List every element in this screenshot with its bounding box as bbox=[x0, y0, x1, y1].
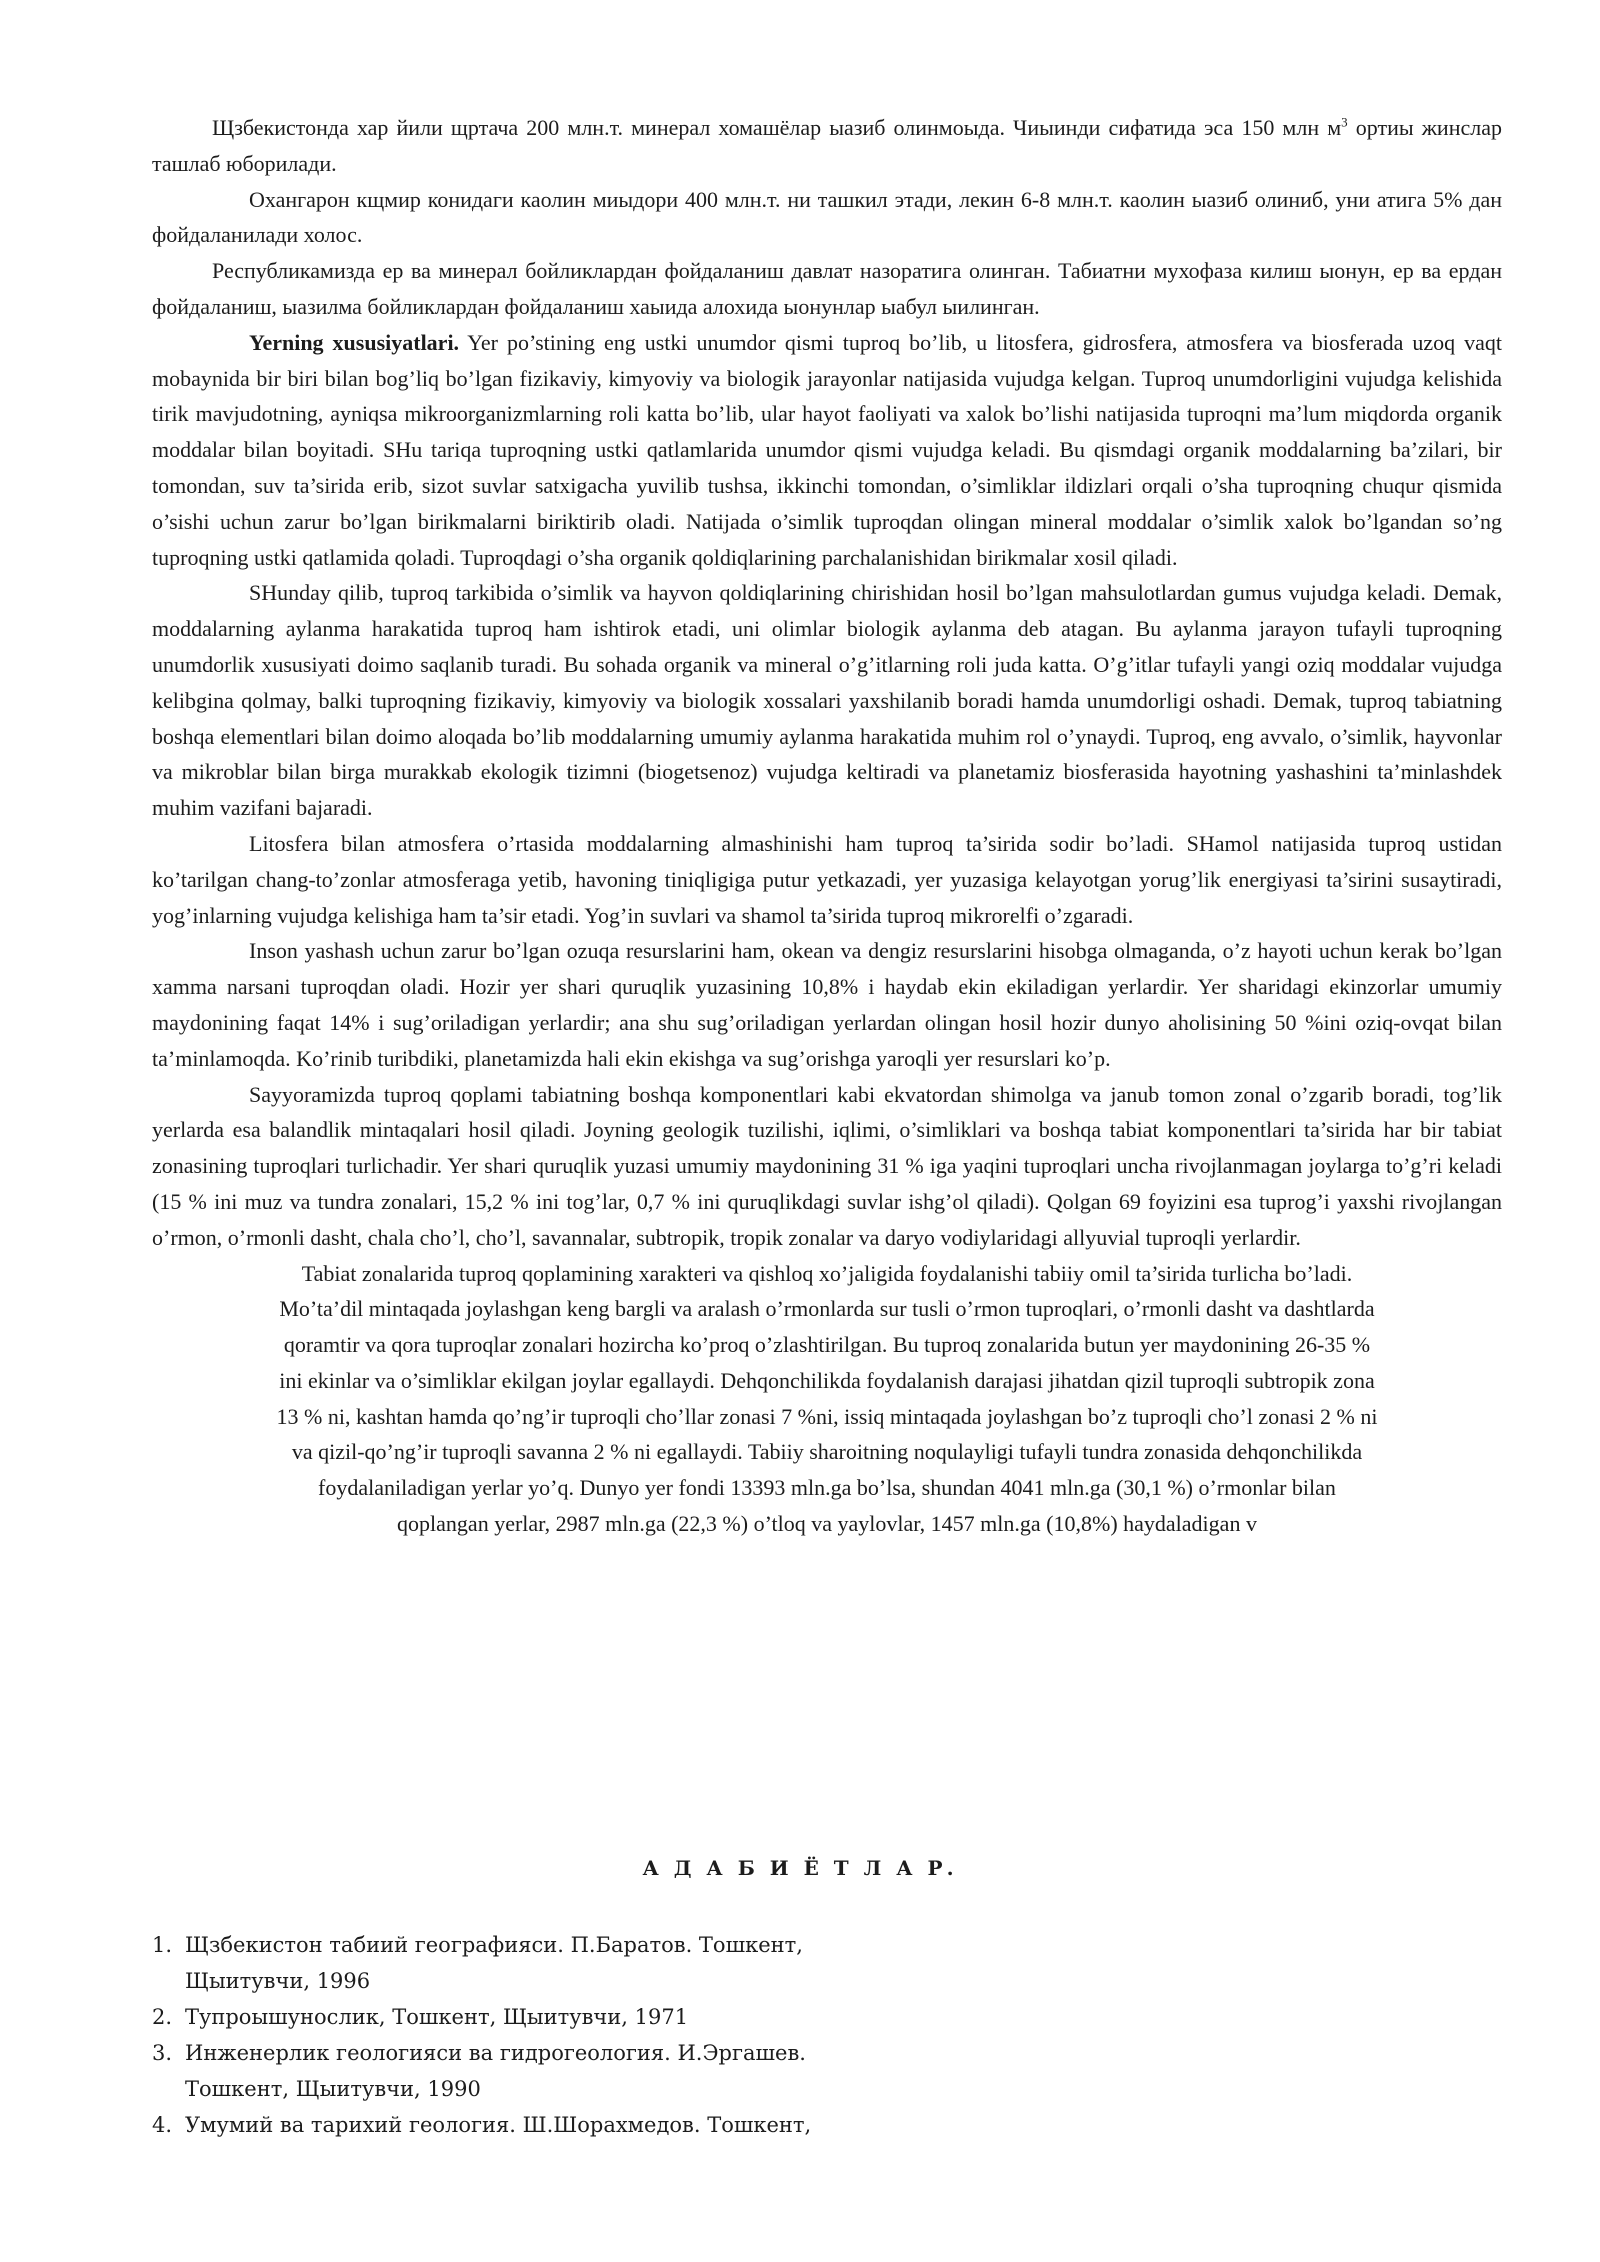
reference-number: 4. bbox=[152, 2113, 173, 2137]
reference-item bbox=[152, 1999, 1052, 2035]
reference-number: 1. bbox=[152, 1933, 173, 1957]
paragraph-9 bbox=[152, 1256, 1502, 1542]
reference-item bbox=[152, 2107, 1052, 2143]
paragraph-9-line: ini ekinlar va o’simliklar ekilgan joylar egallaydi. Dehqonchilikda foydalanish darajasi jihatdan qizil tuproqli subtropik zona bbox=[279, 1367, 1375, 1393]
reference-number: 2. bbox=[152, 2005, 173, 2029]
paragraph-9-line: 13 % ni, kashtan hamda qo’ng’ir tuproqli cho’llar zonasi 7 %ni, issiq mintaqada joylashgan bo’z tuproqli cho’l zonasi 2 % ni bbox=[276, 1403, 1378, 1429]
paragraph-8: Sayyoramizda tuproq qoplami tabiatning boshqa komponentlari kabi ekvatordan shimolga va janub tomon zonal o’zgarib boradi, tog’lik yerlarda esa balandlik mintaqalari hosil qiladi. Joyning geologik tuzilishi, iqlimi, o’simliklari va boshqa tabiat komponentlari ta’sirida har bir tabiat zonasining tuproqlari turlichadir. Yer shari quruqlik yuzasi umumiy maydonining 31 % iga yaqini tuproqlari uncha rivojlanmagan joylarga to’g’ri keladi (15 % ini muz va tundra zonalari, 15,2 % ini tog’lar, 0,7 % ini quruqlikdagi suvlar ishg’ol qiladi). Qolgan 69 foyizini esa tuprog’i yaxshi rivojlangan o’rmon, o’rmonli dasht, chala cho’l, cho’l, savannalar, subtropik, tropik zonalar va daryo vodiylaridagi allyuvial tuproqli yerlardir. bbox=[152, 1081, 1502, 1250]
paragraph-5: SHunday qilib, tuproq tarkibida o’simlik va hayvon qoldiqlarining chirishidan hosil bo’lgan mahsulotlardan gumus vujudga keladi. Demak, moddalarning aylanma harakatida tuproq ham ishtirok etadi, uni olimlar biologik aylanma deb atagan. Bu aylanma jarayon tufayli tuproqning unumdorlik xususiyati doimo saqlanib turadi. Bu sohada organik va mineral o’g’itlarning roli juda katta. O’g’itlar tufayli yangi oziq moddalar vujudga kelibgina qolmay, balki tuproqning fizikaviy, kimyoviy va biologik xossalari yaxshilanib boradi hamda unumdorligi oshadi. Demak, tuproq tabiatning boshqa elementlari bilan doimo aloqada bo’lib moddalarning umumiy aylanma harakatida muhim rol o’ynaydi. Tuproq, eng avvalo, o’simlik, hayvonlar va mikroblar bilan birga murakkab ekologik tizimni (biogetsenoz) vujudga keltiradi va planetamiz biosferasida hayotning yashashini ta’minlashdek muhim vazifani bajaradi. bbox=[152, 580, 1502, 821]
paragraph-9-line: qoramtir va qora tuproqlar zonalari hozircha ko’proq o’zlashtirilgan. Bu tuproq zonalarida butun yer maydonining 26-35 % bbox=[283, 1332, 1371, 1358]
reference-line: Щыитувчи, 1996 bbox=[185, 1969, 371, 1993]
reference-line: Тупроышунослик, Тошкент, Щыитувчи, 1971 bbox=[185, 2005, 689, 2029]
paragraph-4-text: Yer po’stining eng ustki unumdor qismi tuproq bo’lib, u litosfera, gidrosfera, atmosfera va biosferada uzoq vaqt mobaynida bir biri bilan bog’liq bo’lgan fizikaviy, kimyoviy va biologik jarayonlar natijasida vujudga kelgan. Tuproq unumdorligini vujudga kelishida tirik mavjudotning, ayniqsa mikroorganizmlarning roli katta bo’lib, ular hayot faoliyati va xalok bo’lishi natijasida tuproqni ma’lum miqdorda organik moddalar bilan boyitadi. SHu tariqa tuproqning ustki qatlamlarida unumdor qismi vujudga keladi. Bu qismdagi organik moddalarning ba’zilari, bir tomondan, suv ta’sirida erib, sizot suvlar satxigacha yuvilib tushsa, ikkinchi tomondan, o’simliklar ildizlari orqali o’sha tuproqning chuqur qismida o’sishi uchun zarur bo’lgan birikmalarni biriktirib oladi. Natijada o’simlik tuproqdan olingan mineral moddalar o’simlik xalok bo’lgandan so’ng tuproqning ustki qatlamida qoladi. Tuproqdagi o’sha organik qoldiqlarining parchalanishidan birikmalar xosil qiladi. bbox=[152, 329, 1502, 570]
paragraph-1-text: Щзбекистонда хар йили щртача 200 млн.т. минерал хомашёлар ыазиб олинмоыда. Чиыинди сифатида эса 150 млн м bbox=[212, 115, 1342, 140]
reference-number: 3. bbox=[152, 2041, 173, 2065]
reference-item bbox=[152, 1927, 1052, 1999]
reference-item bbox=[152, 2035, 1052, 2107]
reference-line: Умумий ва тарихий геология. Ш.Шорахмедов. Тошкент, bbox=[185, 2113, 812, 2137]
paragraph-3: Республикамизда ер ва минерал бойликлардан фойдаланиш давлат назоратига олинган. Табиатни мухофаза килиш ыонун, ер ва ердан фойдаланиш, ыазилма бойликлардан фойдаланиш хаыида алохида ыонунлар ыабул ыилинган. bbox=[152, 258, 1502, 319]
paragraph-9-line: va qizil-qo’ng’ir tuproqli savanna 2 % ni egallaydi. Tabiiy sharoitning noqulayligi tufayli tundra zonasida dehqonchilikda bbox=[291, 1439, 1363, 1465]
paragraph-9-line: foydalaniladigan yerlar yo’q. Dunyo yer fondi 13393 mln.ga bo’lsa, shundan 4041 mln.ga (30,1 %) o’rmonlar bilan bbox=[318, 1475, 1336, 1501]
body-text bbox=[152, 110, 1502, 1542]
paragraph-4 bbox=[152, 325, 1502, 576]
paragraph-2: Охангарон кщмир конидаги каолин миыдори 400 млн.т. ни ташкил этади, лекин 6-8 млн.т. каолин ыазиб олиниб, уни атига 5% дан фойдаланилади холос. bbox=[152, 186, 1502, 248]
paragraph-9-line: Tabiat zonalarida tuproq qoplamining xarakteri va qishloq xo’jaligida foydalanishi tabiiy omil ta’sirida turlicha bo’ladi. bbox=[301, 1260, 1353, 1286]
references-title: А Д А Б И Ё Т Л А Р. bbox=[642, 1856, 958, 1880]
paragraph-7: Inson yashash uchun zarur bo’lgan ozuqa resurslarini ham, okean va dengiz resurslarini hisobga olmaganda, o’z hayoti uchun kerak bo’lgan xamma narsani tuproqdan oladi. Hozir yer shari quruqlik yuzasining 10,8% i haydab ekin ekiladigan yerlardir. Yer sharidagi ekinzorlar umumiy maydonining faqat 14% i sug’oriladigan yerlardir; ana shu sug’oriladigan yerlardan olingan hosil hozir dunyo aholisining 50 %ini oziq-ovqat bilan ta’minlamoqda. Ko’rinib turibdiki, planetamizda hali ekin ekishga va sug’orishga yaroqli yer resurslari ko’p. bbox=[152, 938, 1502, 1071]
reference-line: Тошкент, Щыитувчи, 1990 bbox=[185, 2077, 481, 2101]
paragraph-9-line: qoplangan yerlar, 2987 mln.ga (22,3 %) o’tloq va yaylovlar, 1457 mln.ga (10,8%) haydaladigan v bbox=[397, 1511, 1257, 1537]
reference-line: Инженерлик геологияси ва гидрогеология. И.Эргашев. bbox=[185, 2041, 806, 2065]
paragraph-6: Litosfera bilan atmosfera o’rtasida moddalarning almashinishi ham tuproq ta’sirida sodir bo’ladi. SHamol natijasida tuproq ustidan ko’tarilgan chang-to’zonlar atmosferaga yetib, havoning tiniqligiga putur yetkazadi, yer yuzasiga kelayotgan yorug’lik energiyasi ta’sirini susaytiradi, yog’inlarning vujudga kelishiga ham ta’sir etadi. Yog’in suvlari va shamol ta’sirida tuproq mikrorelfi o’zgaradi. bbox=[152, 830, 1502, 928]
superscript-3: 3 bbox=[1341, 114, 1348, 130]
paragraph-1-end: ортиы жинслар ташлаб юборилади. bbox=[152, 115, 1502, 176]
paragraph-9-line: Mo’ta’dil mintaqada joylashgan keng bargli va aralash o’rmonlarda sur tusli o’rmon tuproqlari, o’rmonli dasht va dashtlarda bbox=[279, 1296, 1375, 1322]
references-list bbox=[152, 1927, 1052, 2143]
reference-line: Щзбекистон табиий географияси. П.Баратов. Тошкент, bbox=[185, 1933, 803, 1957]
section-heading: Yerning xususiyatlari. bbox=[249, 329, 460, 355]
paragraph-1 bbox=[152, 110, 1502, 182]
